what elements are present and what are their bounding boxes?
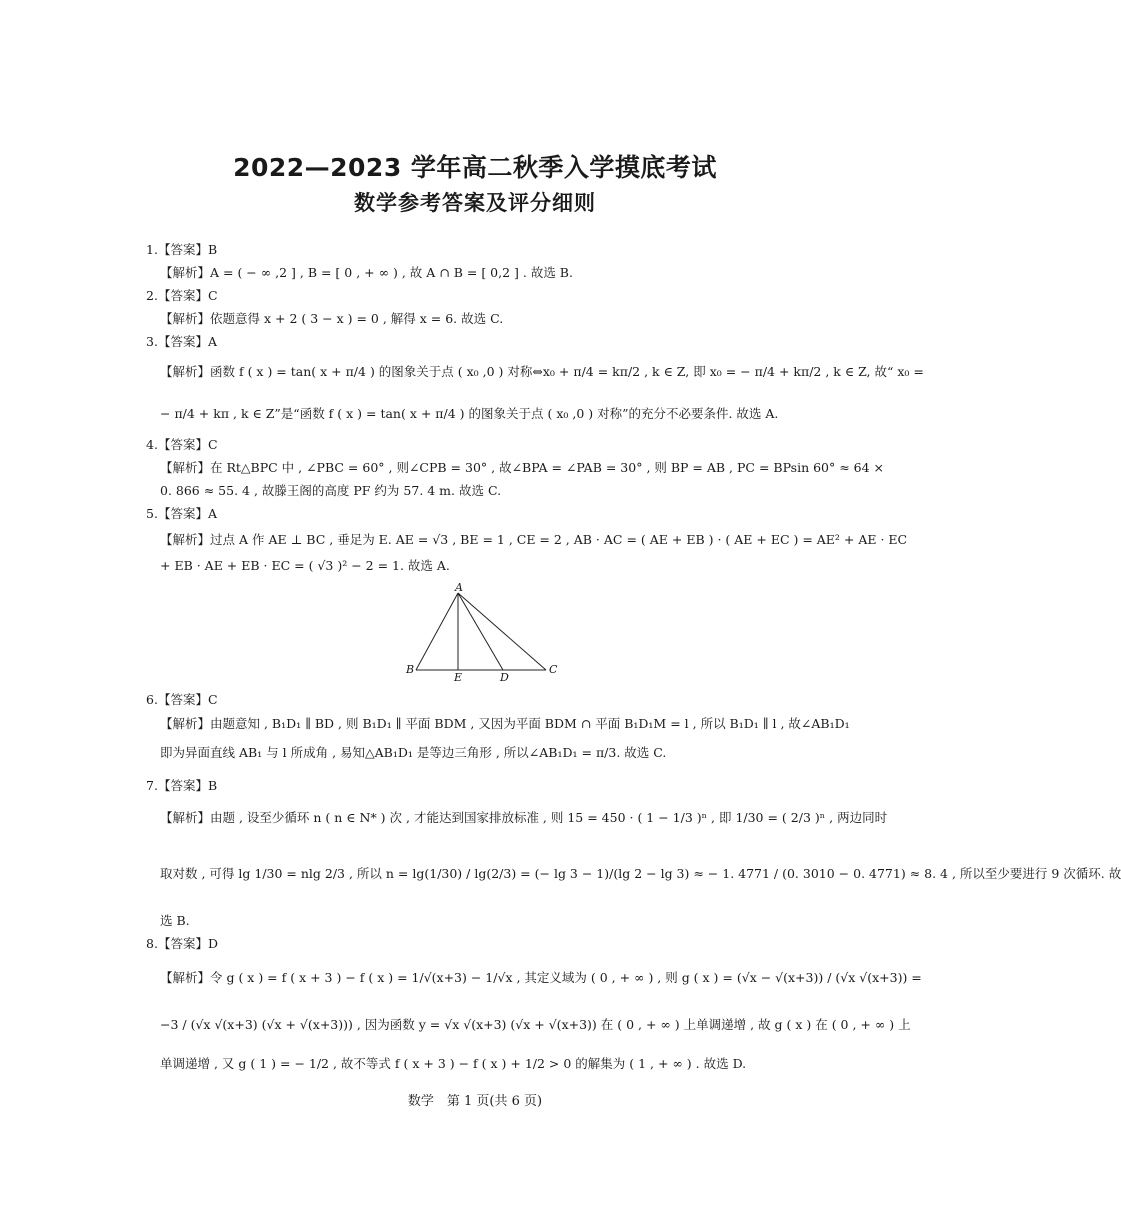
item-8-solution-line-1: 【解析】令 g ( x ) = f ( x + 3 ) − f ( x ) = 1/√(x+3) − 1/√x , 其定义域为 ( 0 , + ∞ ) , 则 g ( x ) = (√x − √(x+3)) / (√x √(x+3)) = <box>160 970 922 985</box>
item-1-answer: 1.【答案】B <box>146 242 218 257</box>
item-4-solution-line-2: 0. 866 ≈ 55. 4 , 故滕王阁的高度 PF 约为 57. 4 m. 故选 C. <box>160 483 502 498</box>
item-6-answer: 6.【答案】C <box>146 692 218 707</box>
segment-ab <box>416 593 458 670</box>
item-5-answer: 5.【答案】A <box>146 506 217 521</box>
item-3-solution-line-1: 【解析】函数 f ( x ) = tan( x + π/4 ) 的图象关于点 ( x₀ ,0 ) 对称⇔x₀ + π/4 = kπ/2 , k ∈ Z, 即 x₀ = − π/4 + kπ/2 , k ∈ Z, 故“ x₀ = <box>160 364 924 379</box>
item-5-solution-line-1: 【解析】过点 A 作 AE ⊥ BC , 垂足为 E. AE = √3 , BE = 1 , CE = 2 , AB · AC = ( AE + EB ) · ( AE + EC ) = AE² + AE · EC <box>160 532 908 547</box>
page-footer: 数学 第 1 页(共 6 页) <box>407 1094 543 1109</box>
item-4-answer: 4.【答案】C <box>146 437 218 452</box>
item-1-solution: 【解析】A = ( − ∞ ,2 ] , B = [ 0 , + ∞ ) , 故 A ∩ B = [ 0,2 ] . 故选 B. <box>160 265 573 280</box>
label-e: E <box>454 671 463 684</box>
item-2-solution: 【解析】依题意得 x + 2 ( 3 − x ) = 0 , 解得 x = 6. 故选 C. <box>160 311 504 326</box>
item-3-solution-line-2: − π/4 + kπ , k ∈ Z”是“函数 f ( x ) = tan( x + π/4 ) 的图象关于点 ( x₀ ,0 ) 对称”的充分不必要条件. 故选 A. <box>160 406 779 421</box>
triangle-figure <box>400 583 570 683</box>
item-7-answer: 7.【答案】B <box>146 778 218 793</box>
item-4-solution-line-1: 【解析】在 Rt△BPC 中 , ∠PBC = 60° , 则∠CPB = 30° , 故∠BPA = ∠PAB = 30° , 则 BP = AB , PC = BPsin 60° ≈ 64 × <box>160 460 885 475</box>
label-d: D <box>500 671 509 684</box>
segment-ac <box>458 593 546 670</box>
item-8-answer: 8.【答案】D <box>146 936 218 951</box>
item-8-solution-line-3: 单调递增 , 又 g ( 1 ) = − 1/2 , 故不等式 f ( x + 3 ) − f ( x ) + 1/2 > 0 的解集为 ( 1 , + ∞ ) . 故选 D. <box>160 1056 747 1071</box>
item-6-solution-line-2: 即为异面直线 AB₁ 与 l 所成角 , 易知△AB₁D₁ 是等边三角形 , 所以∠AB₁D₁ = π/3. 故选 C. <box>160 745 667 760</box>
label-c: C <box>549 663 558 676</box>
page-title: 2022—2023 学年高二秋季入学摸底考试 <box>233 153 717 182</box>
item-5-solution-line-2: + EB · AE + EB · EC = ( √3 )² − 2 = 1. 故选 A. <box>160 558 450 573</box>
item-3-answer: 3.【答案】A <box>146 334 217 349</box>
item-7-solution-line-2: 取对数 , 可得 lg 1/30 = nlg 2/3 , 所以 n = lg(1/30) / lg(2/3) = (− lg 3 − 1)/(lg 2 − lg 3) ≈ − 1. 4771 / (0. 3010 − 0. 4771) ≈ 8. 4 , 所以至少要进行 9 次循环. 故 <box>160 866 1121 881</box>
segment-ad <box>458 593 503 670</box>
item-2-answer: 2.【答案】C <box>146 288 218 303</box>
label-b: B <box>406 663 415 676</box>
page-subtitle: 数学参考答案及评分细则 <box>354 191 596 215</box>
item-8-solution-line-2: −3 / (√x √(x+3) (√x + √(x+3))) , 因为函数 y = √x √(x+3) (√x + √(x+3)) 在 ( 0 , + ∞ ) 上单调递增 , 故 g ( x ) 在 ( 0 , + ∞ ) 上 <box>160 1017 911 1032</box>
item-6-solution-line-1: 【解析】由题意知 , B₁D₁ ∥ BD , 则 B₁D₁ ∥ 平面 BDM , 又因为平面 BDM ∩ 平面 B₁D₁M = l , 所以 B₁D₁ ∥ l , 故∠AB₁D₁ <box>160 716 850 731</box>
label-a: A <box>455 581 463 594</box>
item-7-solution-line-1: 【解析】由题 , 设至少循环 n ( n ∈ N* ) 次 , 才能达到国家排放标准 , 则 15 = 450 · ( 1 − 1/3 )ⁿ , 即 1/30 = ( 2/3 )ⁿ , 两边同时 <box>160 810 888 825</box>
item-7-solution-line-3: 选 B. <box>160 913 190 928</box>
